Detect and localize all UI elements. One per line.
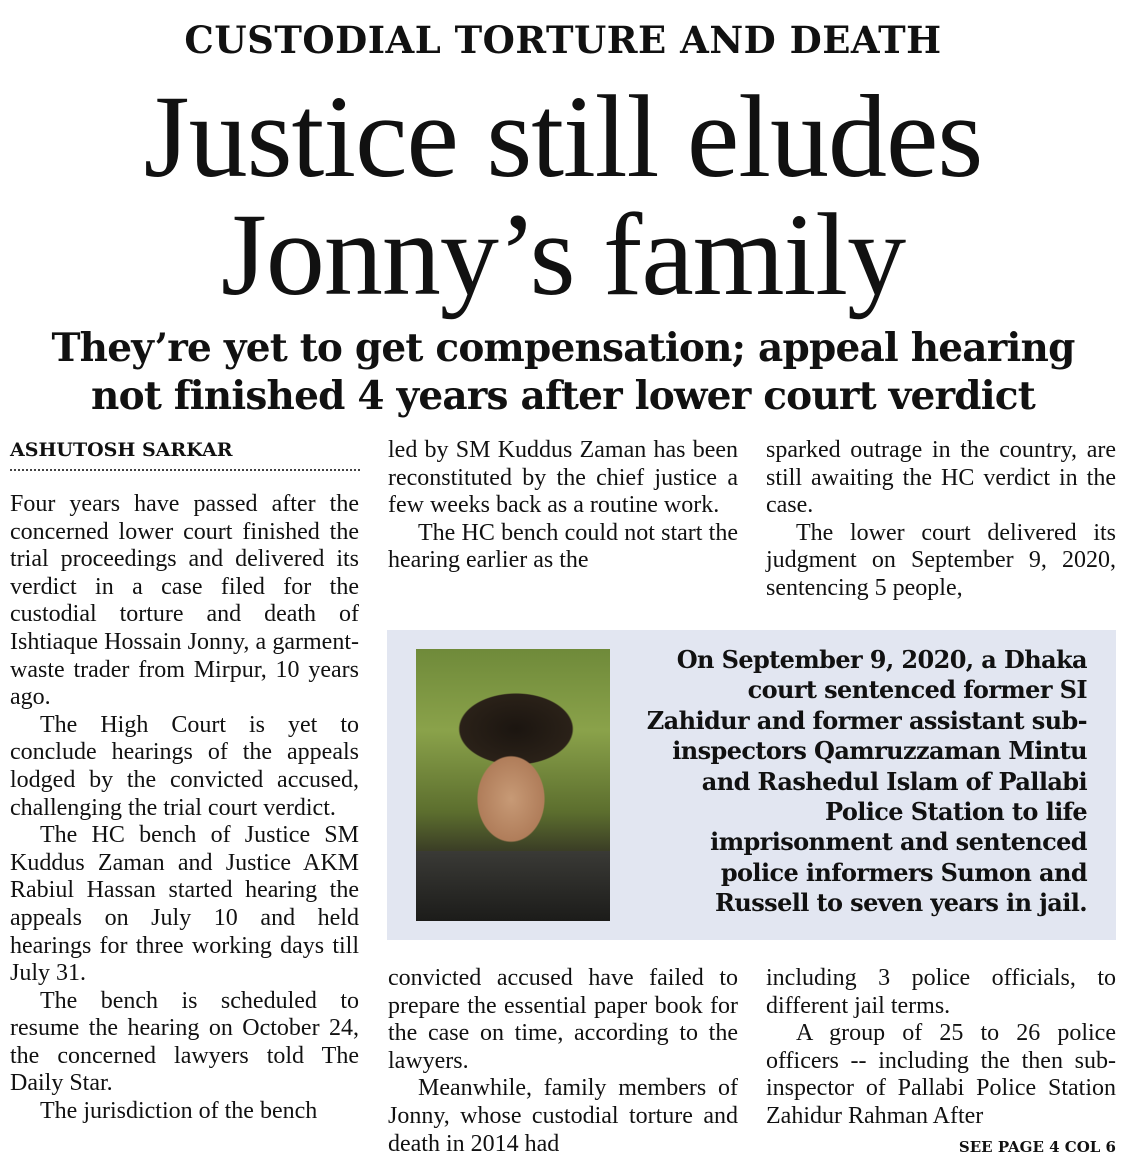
paragraph: A group of 25 to 26 police officers -- including the then sub-inspector of Pallabi Police Station Zahidur Rahman After [766,1020,1116,1129]
byline: ASHUTOSH SARKAR [10,439,360,471]
headline [0,71,1126,320]
deck [0,324,1126,420]
headline-line-2: Jonny’s family [220,189,906,320]
article-column-2-bottom [388,965,738,1158]
paragraph: including 3 police officials, to different jail terms. [766,965,1116,1019]
deck-line-1: They’re yet to get compensation; appeal hearing [51,325,1075,371]
paragraph: led by SM Kuddus Zaman has been reconstituted by the chief justice a few weeks back as a routine work. [388,437,738,519]
paragraph: Meanwhile, family members of Jonny, whose custodial torture and death in 2014 had [388,1075,738,1157]
paragraph: Four years have passed after the concerned lower court finished the trial proceedings and delivered its verdict in a case filed for the custodial torture and death of Ishtiaque Hossain Jonny, a garment-waste trader from Mirpur, 10 years ago. [10,491,359,711]
kicker: CUSTODIAL TORTURE AND DEATH [184,18,942,62]
paragraph: sparked outrage in the country, are still awaiting the HC verdict in the case. [766,437,1116,519]
paragraph: The lower court delivered its judgment on September 9, 2020, sentencing 5 people, [766,519,1116,601]
headline-line-1: Justice still eludes [143,71,983,202]
paragraph: The HC bench could not start the hearing earlier as the [388,519,738,574]
paragraph: convicted accused have failed to prepare the essential paper book for the case on time, according to the lawyers. [388,965,738,1074]
jump-line: SEE PAGE 4 COL 6 [958,1138,1116,1156]
article-column-3-bottom [766,965,1116,1131]
paragraph: The bench is scheduled to resume the hearing on October 24, the concerned lawyers told The Daily Star. [10,987,359,1097]
pullquote-text: On September 9, 2020, a Dhaka court sentenced former SI Zahidur and former assistant sub-inspectors Qamruzzaman Mintu and Rashedul Islam of Pallabi Police Station to life imprisonment and sentenced police informers Sumon and Russell to seven years in jail. [646,645,1087,918]
paragraph: The jurisdiction of the bench [40,1098,318,1125]
article-column-2-top [388,437,738,575]
article-column-1 [10,491,359,1126]
photo-shirt [416,851,610,921]
deck-line-2: not finished 4 years after lower court verdict [91,373,1035,419]
jonny-photo [416,649,610,921]
paragraph: The HC bench of Justice SM Kuddus Zaman and Justice AKM Rabiul Hassan started hearing the appeals on July 10 and held hearings for three working days till July 31. [10,822,359,987]
paragraph: The High Court is yet to conclude hearings of the appeals lodged by the convicted accused, challenging the trial court verdict. [10,711,359,821]
article-column-3-top [766,437,1116,603]
